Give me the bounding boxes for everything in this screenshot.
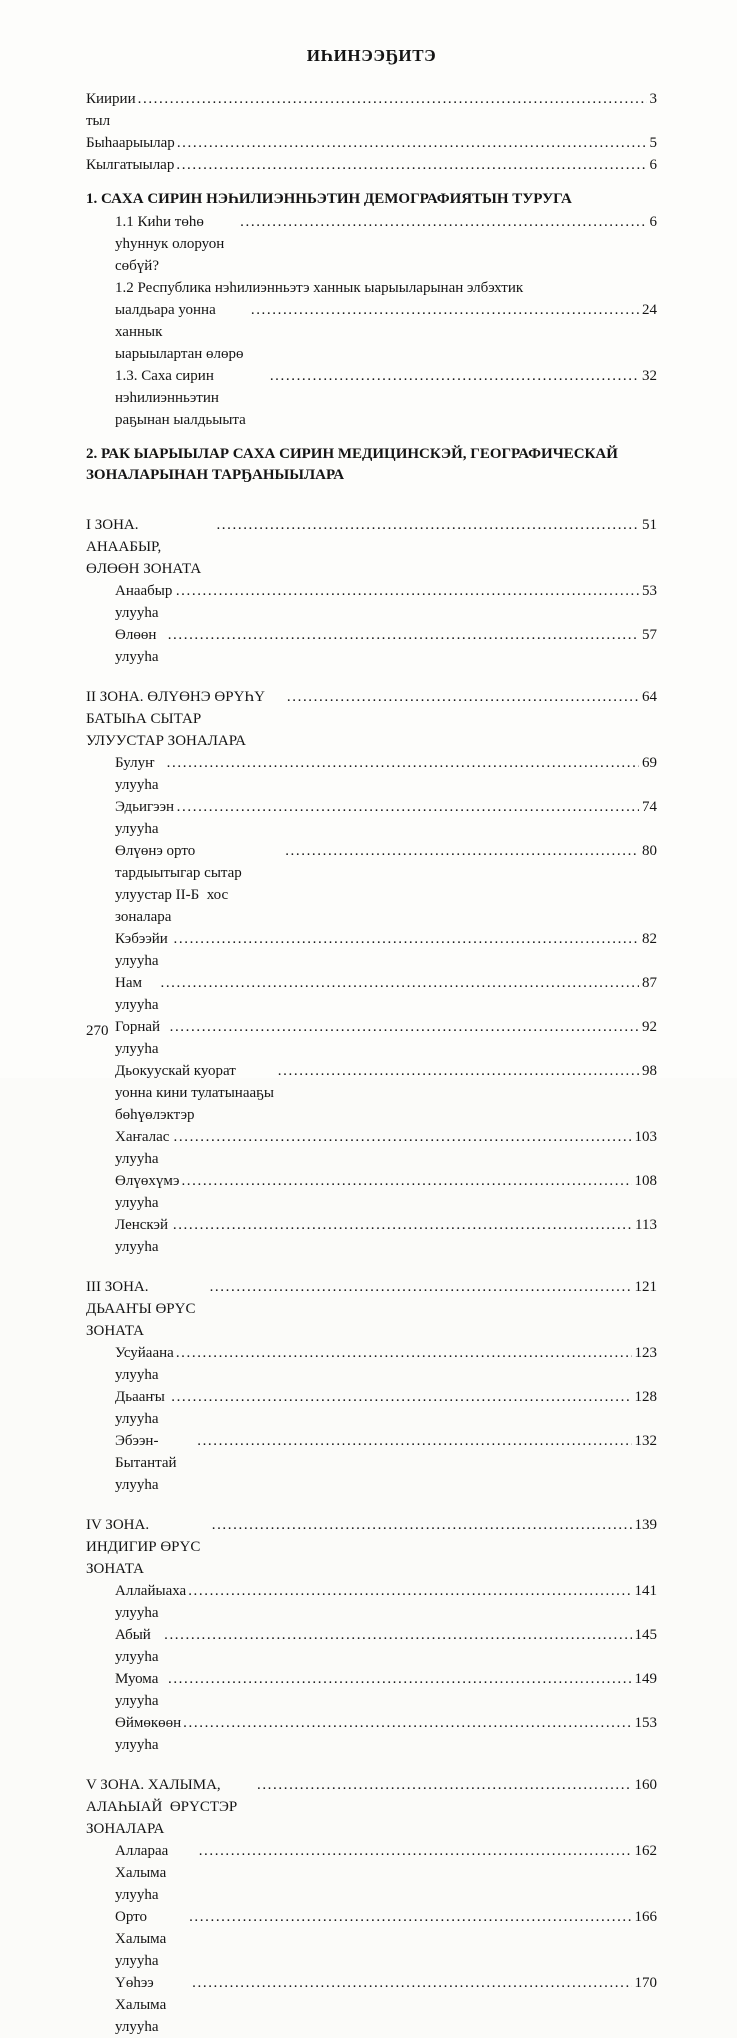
toc-entry-label: Абый улууһа [115, 1627, 159, 1665]
toc-entry-page: 121 [634, 1279, 657, 1295]
dot-leader [170, 1016, 639, 1038]
toc-entry [86, 1668, 657, 1712]
toc-entry [86, 1972, 657, 2038]
dot-leader [278, 1060, 639, 1082]
toc-entry-label: V ЗОНА. ХАЛЫМА, АЛАҺЫАЙ ӨРҮСТЭР ЗОНАЛАРА [86, 1777, 242, 1837]
toc-entry-page: 108 [634, 1173, 657, 1189]
dot-leader [212, 1514, 632, 1536]
toc-entry-page: 162 [634, 1843, 657, 1859]
toc-entry-label: Булуҥ улууһа [115, 755, 159, 793]
toc-entry [86, 972, 657, 1016]
dot-leader [183, 1712, 631, 1734]
toc-entry-label: III ЗОНА. ДЬААҤЫ ӨРҮС ЗОНАТА [86, 1279, 200, 1339]
dot-leader [240, 211, 646, 233]
toc-entry [86, 1276, 657, 1342]
toc-entry [86, 1430, 657, 1496]
toc-entry [86, 752, 657, 796]
toc-entry-label: Горнай улууһа [115, 1019, 164, 1057]
toc-entry-label: ыалдьара уонна ханнык ыарыылартан өлөрө [115, 302, 244, 362]
toc-entry-label: I ЗОНА. АНААБЫР, ӨЛӨӨН ЗОНАТА [86, 517, 202, 577]
toc-entry-label: IV ЗОНА. ИНДИГИР ӨРҮС ЗОНАТА [86, 1517, 205, 1577]
toc-entry-label: Усуйаана улууһа [115, 1345, 178, 1383]
dot-leader [167, 752, 639, 774]
dot-leader [177, 796, 639, 818]
dot-leader [188, 1580, 631, 1602]
toc-heading [86, 277, 657, 299]
toc-entry-page: 53 [642, 583, 657, 599]
toc-entry-page: 69 [642, 755, 657, 771]
dot-leader [177, 132, 647, 154]
toc-entry [86, 1774, 657, 1840]
toc-entry-label: Дьокуускай куорат уонна кини тулатынааҕы бөһүөлэктэр [115, 1063, 278, 1123]
toc-entry-label: Өлүөнэ орто тардыытыгар сытар улуустар II-Б хос зоналара [115, 843, 250, 925]
toc-entry-page: 123 [634, 1345, 657, 1361]
toc-entry-label: Дьааҥы улууһа [115, 1389, 169, 1427]
toc-entry-page: 160 [634, 1777, 657, 1793]
dot-leader [174, 1126, 632, 1148]
dot-leader [176, 580, 639, 602]
toc-entry-label: 1.2 Республика нэһилиэнньэтэ ханнык ыарыыларынан элбэхтик [115, 280, 524, 296]
toc-entry-page: 32 [642, 368, 657, 384]
dot-leader [173, 1214, 632, 1236]
dot-leader [176, 1342, 632, 1364]
toc-entry-page: 92 [642, 1019, 657, 1035]
toc-entry [86, 1170, 657, 1214]
dot-leader [138, 88, 647, 110]
toc-entry-page: 82 [642, 931, 657, 947]
toc-heading [86, 189, 657, 210]
toc-entry-page: 103 [634, 1129, 657, 1145]
toc-entry-page: 153 [634, 1715, 657, 1731]
dot-leader [174, 928, 639, 950]
toc-entry [86, 1214, 657, 1258]
toc-entry-label: Кылгатыылар [86, 157, 175, 173]
toc-entry-page: 87 [642, 975, 657, 991]
toc-entry [86, 1514, 657, 1580]
toc-entry-page: 132 [634, 1433, 657, 1449]
dot-leader [270, 365, 639, 387]
toc-entry-label: 2. РАК ЫАРЫЫЛАР САХА СИРИН МЕДИЦИНСКЭЙ, ГЕОГРАФИЧЕСКАЙ ЗОНАЛАРЫНАН ТАРҔАНЫЫЛАРА [86, 446, 622, 483]
dot-leader [160, 972, 639, 994]
toc-entry-label: Аллайыаха улууһа [115, 1583, 190, 1621]
dot-leader [189, 1906, 631, 1928]
toc-entry [86, 840, 657, 928]
dot-leader [181, 1170, 631, 1192]
toc-entry-page: 128 [634, 1389, 657, 1405]
toc-entry [86, 88, 657, 132]
toc-entry-label: 1.1 Киһи төһө уһуннук олоруон сөбүй? [115, 214, 229, 274]
dot-leader [210, 1276, 632, 1298]
toc-entry [86, 1342, 657, 1386]
toc-entry-label: Кэбээйи улууһа [115, 931, 172, 969]
toc-entry-label: Киирии тыл [86, 91, 140, 129]
toc-entry-page: 113 [635, 1217, 657, 1233]
toc-entry-label: Өлөөн улууһа [115, 627, 161, 665]
toc-entry-label: Быһаарыылар [86, 135, 175, 151]
toc-entry-page: 141 [634, 1583, 657, 1599]
toc-entry [86, 1840, 657, 1906]
toc-entry-page: 24 [642, 302, 657, 318]
toc-heading [86, 444, 657, 486]
toc-entry-page: 98 [642, 1063, 657, 1079]
toc-entry-page: 57 [642, 627, 657, 643]
toc-entry-page: 166 [634, 1909, 657, 1925]
toc-entry [86, 1016, 657, 1060]
toc-entry [86, 624, 657, 668]
toc-entry [86, 580, 657, 624]
toc-entry [86, 1906, 657, 1972]
dot-leader [164, 1624, 631, 1646]
toc-entry [86, 514, 657, 580]
toc-entry-label: Өймөкөөн улууһа [115, 1715, 185, 1753]
dot-leader [285, 840, 639, 862]
dot-leader [197, 1430, 631, 1452]
toc-entry [86, 686, 657, 752]
dot-leader [251, 299, 639, 321]
toc-entry-label: Өлүөхүмэ улууһа [115, 1173, 184, 1211]
toc-entry-page: 149 [634, 1671, 657, 1687]
page-number: 270 [86, 1023, 109, 1039]
toc-entry-page: 3 [649, 91, 657, 107]
toc-entry-page: 170 [634, 1975, 657, 1991]
toc-entry-page: 74 [642, 799, 657, 815]
dot-leader [176, 154, 646, 176]
dot-leader [199, 1840, 632, 1862]
toc-entry [86, 1624, 657, 1668]
toc-entry-page: 5 [649, 135, 657, 151]
dot-leader [287, 686, 639, 708]
page-content [86, 46, 657, 2038]
dot-leader [257, 1774, 632, 1796]
toc-entry-label: II ЗОНА. ӨЛҮӨНЭ ӨРҮҺҮ БАТЫҺА СЫТАР УЛУУСТАР ЗОНАЛАРА [86, 689, 269, 749]
toc-entry-label: Эдьигээн улууһа [115, 799, 178, 837]
toc-entry-label: Анаабыр улууһа [115, 583, 177, 621]
toc-entry-page: 6 [649, 157, 657, 173]
toc-entry-page: 139 [634, 1517, 657, 1533]
toc-entry-label: 1. САХА СИРИН НЭҺИЛИЭННЬЭТИН ДЕМОГРАФИЯТЫН ТУРУГА [86, 191, 572, 207]
toc-entry-label: Хаҥалас улууһа [115, 1129, 174, 1167]
page-title: ИҺИНЭЭҔИТЭ [306, 46, 437, 65]
toc-entry-label: Ленскэй улууһа [115, 1217, 172, 1255]
toc-entry-label: Муома улууһа [115, 1671, 163, 1709]
dot-leader [168, 1668, 632, 1690]
toc-entry [86, 1712, 657, 1756]
toc-entry [86, 365, 657, 431]
toc-entry-label: Үөһээ Халыма улууһа [115, 1975, 170, 2035]
toc-entry [86, 1386, 657, 1430]
toc-entry-label: Эбээн-Бытантай улууһа [115, 1433, 181, 1493]
toc-entry [86, 796, 657, 840]
dot-leader [192, 1972, 631, 1994]
toc-entry [86, 1126, 657, 1170]
dot-leader [168, 624, 639, 646]
toc-entry-label: Нам улууһа [115, 975, 159, 1013]
toc-entry [86, 299, 657, 365]
table-of-contents [86, 88, 657, 2038]
toc-entry [86, 1580, 657, 1624]
dot-leader [171, 1386, 631, 1408]
toc-entry-page: 64 [642, 689, 657, 705]
toc-entry [86, 154, 657, 176]
toc-entry-label: Орто Халыма улууһа [115, 1909, 170, 1969]
toc-entry-page: 6 [649, 214, 657, 230]
toc-entry-page: 51 [642, 517, 657, 533]
toc-entry [86, 211, 657, 277]
toc-entry-page: 80 [642, 843, 657, 859]
toc-entry [86, 1060, 657, 1126]
toc-entry [86, 928, 657, 972]
toc-entry-page: 145 [634, 1627, 657, 1643]
toc-entry [86, 132, 657, 154]
toc-entry-label: 1.3. Саха сирин нэһилиэнньэтин раҕынан ыалдьыыта [115, 368, 246, 428]
toc-entry-label: Аллараа Халыма улууһа [115, 1843, 173, 1903]
dot-leader [216, 514, 639, 536]
